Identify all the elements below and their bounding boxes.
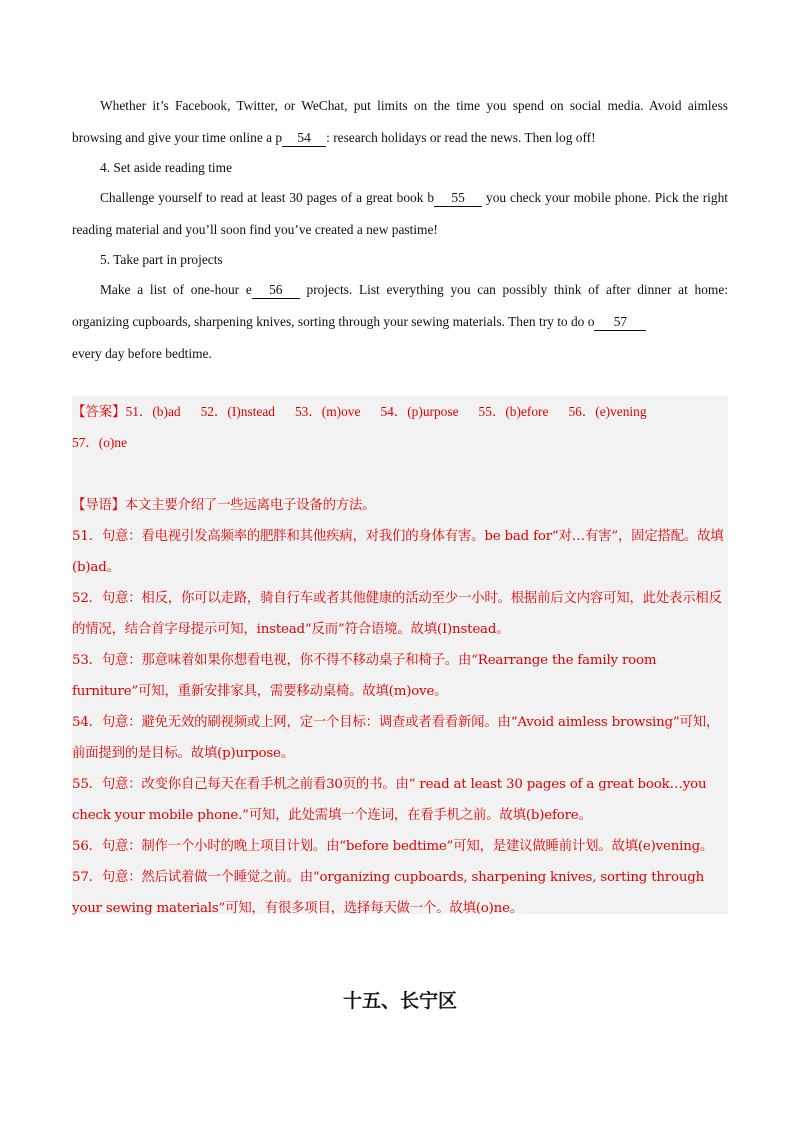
blank-56: 56 xyxy=(252,282,300,299)
answer-item: 52．(I)nstead xyxy=(200,404,275,419)
passage-text: Whether it’s Facebook, Twitter, or WeChat, put limits on the time you spend on social media. Avoid aimless browsing and give your time online a p xyxy=(72,98,728,145)
passage-text: Make a list of one-hour e xyxy=(100,282,252,297)
section-heading-5: 5. Take part in projects xyxy=(100,252,223,267)
passage-text: every day before bedtime. xyxy=(72,346,212,361)
answer-item: 57．(o)ne xyxy=(72,435,128,450)
guide-text: 本文主要介绍了一些远离电子设备的方法。 xyxy=(124,498,376,513)
section-heading-4: 4. Set aside reading time xyxy=(100,160,233,175)
explanation-53: 53．句意：那意味着如果你想看电视，你不得不移动桌子和椅子。由“Rearrange the family room furniture”可知，重新安排家具，需要移动桌椅。故填(m)ove。 xyxy=(72,653,657,699)
explanation-51: 51．句意：看电视引发高频率的肥胖和其他疾病，对我们的身体有害。be bad for“对…有害”，固定搭配。故填(b)ad。 xyxy=(72,529,724,575)
blank-57: 57 xyxy=(594,314,646,331)
passage-text: : research holidays or read the news. Then log off! xyxy=(326,130,596,145)
blank-55: 55 xyxy=(434,190,482,207)
explanation-55: 55．句意：改变你自己每天在看手机之前看30页的书。由“ read at least 30 pages of a great book…you check your mobile phone.”可知，此处需填一个连词，在看手机之前。故填(b)efore。 xyxy=(72,777,707,823)
passage-paragraph-3 xyxy=(72,274,728,370)
passage-text: Challenge yourself to read at least 30 pages of a great book b xyxy=(100,190,435,205)
answer-item: 53．(m)ove xyxy=(294,404,361,419)
answer-item: 51．(b)ad xyxy=(125,404,181,419)
explanation-52: 52．句意：相反，你可以走路，骑自行车或者其他健康的活动至少一小时。根据前后文内容可知，此处表示相反的情况，结合首字母提示可知，instead“反而”符合语境。故填(I)nstead。 xyxy=(72,591,722,637)
explanation-57: 57．句意：然后试着做一个睡觉之前。由“organizing cupboards, sharpening knives, sorting through your sewing materials”可知，有很多项目，选择每天做一个。故填(o)ne。 xyxy=(72,870,705,916)
answers-label: 【答案】 xyxy=(72,404,126,419)
answer-item: 56．(e)vening xyxy=(568,404,647,419)
guide-label: 【导语】 xyxy=(72,498,125,513)
guide-intro xyxy=(72,490,728,521)
answer-item: 54．(p)urpose xyxy=(380,404,459,419)
answers-line xyxy=(72,433,728,453)
passage-paragraph-2 xyxy=(72,182,728,246)
answers-line xyxy=(72,402,728,422)
passage-text: you check your mobile phone. Pick the right reading material and you’ll soon find you’ve created a new pastime! xyxy=(72,190,728,237)
passage-paragraph-1 xyxy=(72,90,728,154)
explanation-54: 54．句意：避免无效的刷视频或上网，定一个目标：调查或者看看新闻。由“Avoid aimless browsing”可知，前面提到的是目标。故填(p)urpose。 xyxy=(72,715,720,761)
blank-54: 54 xyxy=(282,130,326,147)
answer-item: 55．(b)efore xyxy=(478,404,549,419)
explanation-56: 56．句意：制作一个小时的晚上项目计划。由“before bedtime”可知，是建议做睡前计划。故填(e)vening。 xyxy=(72,839,714,854)
section-title: 十五、长宁区 xyxy=(342,990,457,1012)
passage-text: projects. List everything you can possibly think of after dinner at home: organizing cupboards, sharpening knives, sorting through your sewing materials. Then try to do o xyxy=(72,282,728,329)
